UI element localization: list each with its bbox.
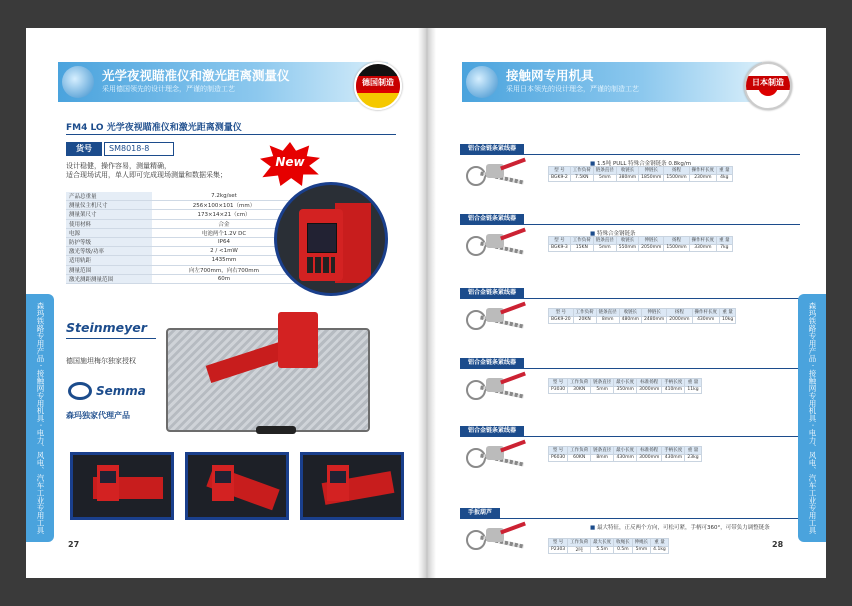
spec-key: 电源 bbox=[66, 228, 152, 237]
spec-key: 使用材料 bbox=[66, 219, 152, 228]
table-header-row bbox=[549, 539, 669, 547]
puller-tool-photo bbox=[466, 304, 526, 344]
product-note: ■ 最大特征，正反两个方向，可松可紧，手柄可360°，可带负力调整链条 bbox=[590, 525, 770, 531]
table-cell: 2480mm bbox=[642, 316, 667, 324]
spec-row bbox=[66, 219, 296, 228]
puller-tool-photo bbox=[466, 524, 526, 564]
germany-flag-badge bbox=[354, 62, 402, 110]
usage-photo-strip bbox=[70, 452, 404, 520]
product-description bbox=[66, 162, 296, 180]
table-header-cell: 工作负荷 bbox=[568, 447, 591, 455]
left-header-subtitle: 采用德国领先的设计理念，严谨的制造工艺 bbox=[102, 85, 235, 93]
spec-value: 1435mm bbox=[152, 256, 296, 265]
spec-value: 2 / <1mW bbox=[152, 247, 296, 256]
spec-value: 电池两个1.2V DC bbox=[152, 228, 296, 237]
spec-row bbox=[66, 210, 296, 219]
table-header-cell: 型 号 bbox=[549, 309, 574, 317]
table-header-cell: 最小长度 bbox=[614, 447, 637, 455]
product-divider bbox=[460, 368, 800, 369]
table-header-cell: 工作负荷 bbox=[570, 237, 593, 245]
table-cell: 8mm bbox=[596, 316, 619, 324]
spec-value: 7.2kg/set bbox=[152, 192, 296, 201]
table-cell: 430mm bbox=[662, 454, 685, 462]
product-title: 铝合金链条紧线器 bbox=[460, 144, 524, 154]
product-divider bbox=[460, 154, 800, 155]
table-header-cell: 重 量 bbox=[651, 539, 669, 547]
japan-flag-badge bbox=[744, 62, 792, 110]
table-header-cell: 最大长度 bbox=[591, 539, 614, 547]
left-page bbox=[26, 28, 426, 578]
table-cell: 2050mm bbox=[639, 244, 664, 252]
table-cell: 4kg bbox=[717, 174, 732, 182]
section-divider bbox=[66, 134, 396, 135]
table-cell: 550mm bbox=[616, 244, 638, 252]
table-header-cell: 链条直径 bbox=[593, 237, 616, 245]
table-header-cell: 手柄长度 bbox=[662, 379, 685, 387]
left-header-title: 光学夜视瞄准仪和激光距离测量仪 bbox=[102, 68, 290, 83]
right-page bbox=[426, 28, 826, 578]
table-header-cell: 重 量 bbox=[717, 237, 732, 245]
table-header-cell: 伸绳长 bbox=[632, 539, 651, 547]
product-spec-table bbox=[548, 446, 702, 462]
table-cell: 15KN bbox=[570, 244, 593, 252]
table-cell: 1850mm bbox=[639, 174, 664, 182]
side-tab-text: 森玛铁路专用产品 · 接触网专用机具 · 电力、风电、汽车工业专用工具 bbox=[36, 302, 45, 534]
table-header-cell: 伸链长 bbox=[642, 309, 667, 317]
table-header-cell: 型 号 bbox=[549, 379, 568, 387]
table-cell: 410mm bbox=[662, 386, 685, 394]
table-cell: 7kg bbox=[717, 244, 732, 252]
table-header-cell: 收绳长 bbox=[614, 539, 633, 547]
table-cell: 8mm bbox=[591, 454, 614, 462]
table-cell: P6030 bbox=[549, 454, 568, 462]
left-header-bar bbox=[58, 62, 388, 102]
usage-photo bbox=[70, 452, 174, 520]
steinmeyer-logo: Steinmeyer bbox=[66, 320, 147, 335]
semma-logo-word: Semma bbox=[96, 384, 146, 398]
spec-row bbox=[66, 237, 296, 246]
table-cell: 3000mm bbox=[637, 454, 662, 462]
product-title: 手扳葫芦 bbox=[460, 508, 500, 518]
table-cell: 3000mm bbox=[637, 386, 662, 394]
puller-tool-photo bbox=[466, 160, 526, 200]
made-in-japan-label: 日本制造 bbox=[746, 76, 790, 90]
table-header-cell: 手柄长度 bbox=[662, 447, 685, 455]
table-header-cell: 标准扬程 bbox=[637, 447, 662, 455]
product-title: 铝合金链条紧线器 bbox=[460, 358, 524, 368]
table-cell: 2吨 bbox=[568, 546, 591, 554]
table-cell: 11kg bbox=[685, 386, 701, 394]
table-cell: BGK9-3 bbox=[549, 244, 571, 252]
spec-key: 测量仪主机尺寸 bbox=[66, 201, 152, 210]
table-header-cell: 伸链长 bbox=[639, 237, 664, 245]
right-header-subtitle: 采用日本领先的设计理念，严谨的制造工艺 bbox=[506, 85, 639, 93]
table-header-cell: 扬程 bbox=[667, 309, 692, 317]
table-header-cell: 链条直径 bbox=[593, 167, 616, 175]
semma-logo-icon bbox=[68, 382, 92, 400]
table-header-cell: 操作杆长度 bbox=[689, 167, 717, 175]
right-header-bar bbox=[462, 62, 762, 102]
table-cell: 350mm bbox=[614, 386, 637, 394]
table-header-cell: 重 量 bbox=[685, 447, 701, 455]
product-spec-table bbox=[548, 378, 702, 394]
product-title: 铝合金链条紧线器 bbox=[460, 288, 524, 298]
product-spec-table bbox=[548, 236, 733, 252]
product-divider bbox=[460, 436, 800, 437]
table-row bbox=[549, 244, 733, 252]
table-row bbox=[549, 174, 733, 182]
table-cell: 0.5m bbox=[614, 546, 633, 554]
case-handle bbox=[256, 426, 296, 434]
carrying-case-photo bbox=[166, 328, 370, 432]
agent-caption: 森玛独家代理产品 bbox=[66, 411, 130, 420]
product-note-text: 1.5吨 PULL 特殊合金钢链条 0.8kg/m bbox=[596, 161, 692, 167]
table-header-cell: 收链长 bbox=[616, 237, 638, 245]
product-note-text: 最大特征，正反两个方向，可松可紧，手柄可360°，可带负力调整链条 bbox=[596, 525, 770, 531]
description-line: 设计稳健，操作容易，测量精确， bbox=[66, 162, 171, 170]
puller-tool-photo bbox=[466, 442, 526, 482]
product-header bbox=[460, 358, 800, 368]
table-cell: 60KN bbox=[568, 454, 591, 462]
table-header-cell: 型 号 bbox=[549, 237, 571, 245]
spec-value: 256×100×101（mm） bbox=[152, 201, 296, 210]
spec-key: 测量架尺寸 bbox=[66, 210, 152, 219]
product-header bbox=[460, 214, 800, 224]
spec-key: 适用轨距 bbox=[66, 256, 152, 265]
table-header-cell: 最小长度 bbox=[614, 379, 637, 387]
description-line: 适合现场试用，单人即可完成现场测量和数据采集； bbox=[66, 171, 227, 179]
table-cell: 23kg bbox=[685, 454, 701, 462]
table-cell: 5mm bbox=[632, 546, 651, 554]
table-cell: BGK9-20 bbox=[549, 316, 574, 324]
table-cell: BGK9-2 bbox=[549, 174, 571, 182]
table-header-cell: 工作负荷 bbox=[568, 539, 591, 547]
product-note: ■ 特殊合金钢链条 bbox=[590, 231, 636, 237]
table-cell: 5mm bbox=[593, 244, 616, 252]
spec-key: 防护等级 bbox=[66, 237, 152, 246]
spec-row bbox=[66, 256, 296, 265]
table-header-cell: 标准扬程 bbox=[637, 379, 662, 387]
brochure-spread bbox=[26, 28, 826, 578]
spec-value: 向左700mm，向右700mm bbox=[152, 265, 296, 274]
product-divider bbox=[460, 298, 800, 299]
side-tab-text: 森玛铁路专用产品 · 接触网专用机具 · 电力、风电、汽车工业专用工具 bbox=[808, 302, 817, 534]
spec-row bbox=[66, 228, 296, 237]
table-cell: 5.5m bbox=[591, 546, 614, 554]
table-header-row bbox=[549, 379, 702, 387]
device-keypad-shape bbox=[307, 257, 335, 273]
page-number: 28 bbox=[772, 540, 784, 549]
spec-key: 激光等级/功率 bbox=[66, 247, 152, 256]
device-screen-shape bbox=[307, 223, 337, 253]
table-header-row bbox=[549, 447, 702, 455]
table-row bbox=[549, 546, 669, 554]
right-header-title: 接触网专用机具 bbox=[506, 68, 594, 83]
new-label: New bbox=[275, 155, 305, 169]
product-spec-table bbox=[548, 308, 736, 324]
table-header-cell: 工作负荷 bbox=[573, 309, 596, 317]
product-note-text: 特殊合金钢链条 bbox=[596, 231, 636, 237]
product-header bbox=[460, 288, 800, 298]
table-cell: 230mm bbox=[689, 174, 717, 182]
table-header-row bbox=[549, 309, 736, 317]
table-header-cell: 扬程 bbox=[664, 167, 689, 175]
product-spec-table bbox=[548, 166, 733, 182]
device-closeup-photo bbox=[274, 182, 388, 296]
right-side-tab bbox=[798, 294, 826, 542]
spec-key: 产品总重量 bbox=[66, 192, 152, 201]
spec-row bbox=[66, 265, 296, 274]
product-note: ■ 1.5吨 PULL 特殊合金钢链条 0.8kg/m bbox=[590, 161, 692, 167]
globe-icon bbox=[62, 66, 94, 98]
table-cell: 10kg bbox=[720, 316, 736, 324]
product-title: 铝合金链条紧线器 bbox=[460, 426, 524, 436]
table-header-cell: 型 号 bbox=[549, 167, 571, 175]
usage-photo bbox=[300, 452, 404, 520]
table-row bbox=[549, 386, 702, 394]
code-value: SM8018-8 bbox=[104, 142, 174, 156]
table-header-cell: 工作负荷 bbox=[568, 379, 591, 387]
table-cell: 330mm bbox=[689, 244, 717, 252]
globe-icon bbox=[466, 66, 498, 98]
table-cell: 5mm bbox=[593, 174, 616, 182]
product-header bbox=[460, 426, 800, 436]
table-header-cell: 操作杆长度 bbox=[689, 237, 717, 245]
table-header-cell: 扬程 bbox=[664, 237, 689, 245]
table-cell: 430mm bbox=[692, 316, 720, 324]
product-header bbox=[460, 508, 800, 518]
table-cell: 430mm bbox=[614, 454, 637, 462]
spec-value: 合金 bbox=[152, 219, 296, 228]
table-header-row bbox=[549, 167, 733, 175]
usage-photo bbox=[185, 452, 289, 520]
product-title: 铝合金链条紧线器 bbox=[460, 214, 524, 224]
table-row bbox=[549, 454, 702, 462]
table-cell: 5mm bbox=[591, 386, 614, 394]
product-divider bbox=[460, 224, 800, 225]
table-header-cell: 链条直径 bbox=[591, 447, 614, 455]
table-cell: 30KN bbox=[568, 386, 591, 394]
spec-row bbox=[66, 192, 296, 201]
table-header-cell: 收链长 bbox=[619, 309, 641, 317]
made-in-germany-label: 德国制造 bbox=[356, 76, 400, 90]
spec-value: 60m bbox=[152, 274, 296, 283]
table-header-cell: 伸链长 bbox=[639, 167, 664, 175]
product-spec-table bbox=[548, 538, 669, 554]
left-side-tab bbox=[26, 294, 54, 542]
product-divider bbox=[460, 518, 800, 519]
table-header-cell: 重 量 bbox=[720, 309, 736, 317]
table-cell: 1500mm bbox=[664, 244, 689, 252]
table-header-cell: 收链长 bbox=[616, 167, 638, 175]
brand-caption: 德国施坦梅尔独家授权 bbox=[66, 357, 136, 365]
table-cell: 7.5KN bbox=[570, 174, 593, 182]
table-header-cell: 操作杆长度 bbox=[692, 309, 720, 317]
table-header-cell: 重 量 bbox=[717, 167, 732, 175]
table-cell: 480mm bbox=[619, 316, 641, 324]
table-cell: 20KN bbox=[573, 316, 596, 324]
table-header-row bbox=[549, 237, 733, 245]
table-cell: 2000mm bbox=[667, 316, 692, 324]
table-row bbox=[549, 316, 736, 324]
spec-row bbox=[66, 201, 296, 210]
table-header-cell: 型 号 bbox=[549, 539, 568, 547]
case-device bbox=[278, 312, 318, 368]
spec-row bbox=[66, 274, 296, 283]
puller-tool-photo bbox=[466, 374, 526, 414]
table-cell: P3030 bbox=[549, 386, 568, 394]
table-header-cell: 工作负荷 bbox=[570, 167, 593, 175]
table-cell: P2303 bbox=[549, 546, 568, 554]
table-header-cell: 链条直径 bbox=[591, 379, 614, 387]
spec-key: 激光测距测量范围 bbox=[66, 274, 152, 283]
code-label: 货号 bbox=[66, 142, 102, 156]
spec-value: IP64 bbox=[152, 237, 296, 246]
table-header-cell: 型 号 bbox=[549, 447, 568, 455]
table-header-cell: 重 量 bbox=[685, 379, 701, 387]
puller-tool-photo bbox=[466, 230, 526, 270]
table-cell: 1500mm bbox=[664, 174, 689, 182]
table-cell: 4.1kg bbox=[651, 546, 669, 554]
product-header bbox=[460, 144, 800, 154]
product-code bbox=[66, 142, 256, 156]
spec-value: 173×14×21（cm） bbox=[152, 210, 296, 219]
table-cell: 380mm bbox=[616, 174, 638, 182]
spec-table bbox=[66, 192, 296, 284]
product-section-title: FM4 LO 光学夜视瞄准仪和激光距离测量仪 bbox=[66, 123, 242, 133]
spec-key: 测量范围 bbox=[66, 265, 152, 274]
page-number: 27 bbox=[68, 540, 80, 549]
spec-row bbox=[66, 247, 296, 256]
table-header-cell: 链条直径 bbox=[596, 309, 619, 317]
brand-divider bbox=[66, 338, 156, 339]
